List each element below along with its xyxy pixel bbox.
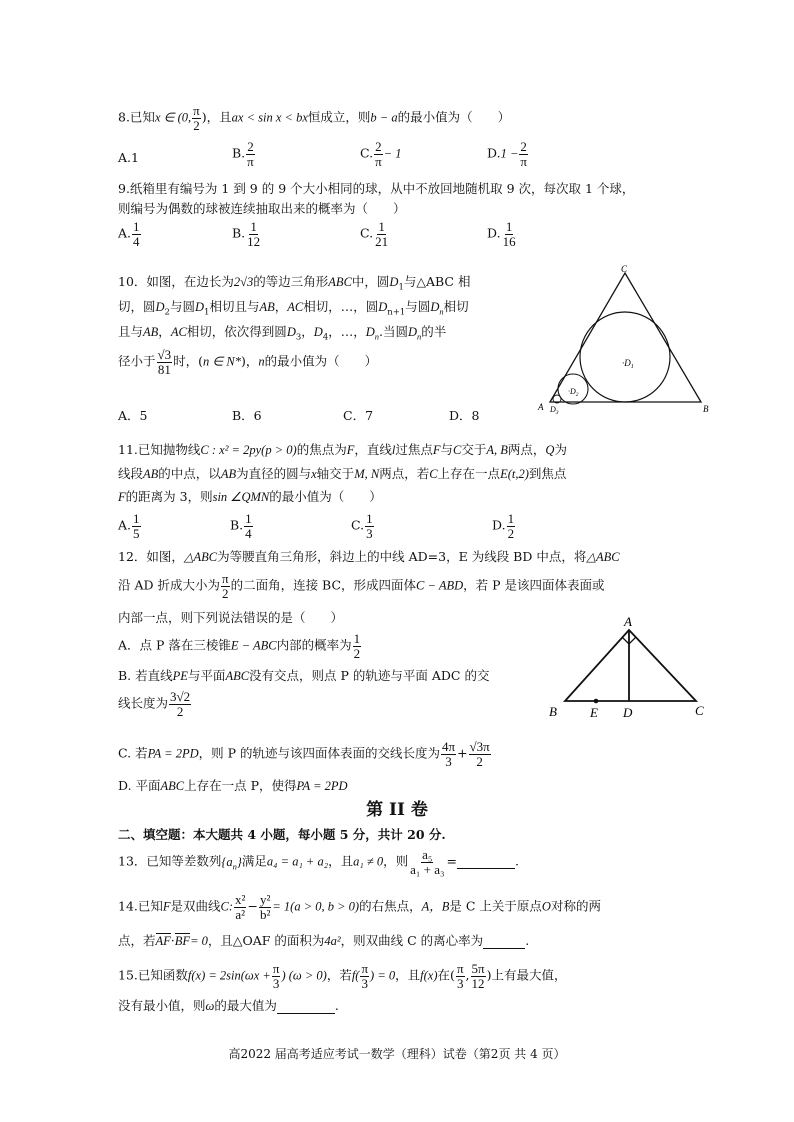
q14-line1: 14.已知F是双曲线C: $\frac{\text{x²}}{\text{a²}}$ − $\frac{\text{y²}}{\text{b²}}$ = 1(a > 0, b > 0)的右焦点，A，B是 C 上关于原点O对称的两 xyxy=(118,892,601,922)
label-d2: $\cdot D_2$ xyxy=(568,387,579,398)
section-fill-in-blank: 二、填空题：本大题共 4 小题，每小题 5 分，共计 20 分. xyxy=(118,827,446,842)
label-c: C xyxy=(621,264,628,274)
label-d: D xyxy=(623,705,633,720)
q8-option-d: D.1 − $\frac{2}{\pi}$ xyxy=(487,139,527,169)
label-b: B xyxy=(703,404,709,414)
q10-option-b: B．6 xyxy=(232,408,262,423)
answer-blank[interactable] xyxy=(483,935,525,949)
label-d3: $D_3$ xyxy=(550,405,559,416)
q9-line1: 9.纸箱里有编号为 1 到 9 的 9 个大小相同的球，从中不放回地随机取 9 次，每次取 1 个球， xyxy=(118,181,635,196)
q12-option-c: C. 若PA = 2PD，则 P 的轨迹与该四面体表面的交线长度为 $\frac{4\pi}{3}$ + $\frac{√3\pi}{2}$ xyxy=(118,739,490,769)
q11-option-d: D. $\frac{1}{2}$ xyxy=(492,511,515,541)
q10-option-d: D．8 xyxy=(449,408,480,423)
q8-option-b: B. $\frac{2}{\pi}$ xyxy=(232,139,254,169)
q12-line1: 12．如图，△ABC为等腰直角三角形，斜边上的中线 AD=3，E 为线段 BD 中点，将△ABC xyxy=(118,549,620,564)
point-e xyxy=(594,699,599,704)
q10-line1: 10．如图，在边长为2√3的等边三角形ABC中，圆$D_1$与△ABC 相 xyxy=(118,274,471,293)
page-footer: 高2022 届高考适应考试一数学（理科）试卷（第2页 共 4 页） xyxy=(228,1047,566,1061)
q10-option-a: A．5 xyxy=(118,408,148,423)
q9-option-a: A. $\frac{1}{4}$ xyxy=(118,219,140,249)
q14-line2: 点，若AF·BF= 0，且△OAF 的面积为4a²，则双曲线 C 的离心率为 . xyxy=(118,933,530,948)
q15-line1: 15.已知函数f(x) = 2sin(ωx + $\frac{\pi}{3}$ ) (ω > 0)，若f( $\frac{\pi}{3}$ ) = 0，且f(x)在( $\frac{\pi}{3}$ , $\frac{5\pi}{12}$ )上有最大值， xyxy=(118,961,567,991)
q12-option-a: A．点 P 落在三棱锥E − ABC内部的概率为 $\frac{1}{2}$ xyxy=(118,631,361,661)
answer-blank[interactable] xyxy=(457,856,515,870)
q12-triangle-figure xyxy=(545,612,715,722)
q11-line1: 11.已知抛物线C : x² = 2py(p > 0)的焦点为F，直线l过焦点F与C交于A, B两点，Q为 xyxy=(118,442,567,457)
q11-option-a: A. $\frac{1}{5}$ xyxy=(118,511,140,541)
q12-option-d: D. 平面ABC上存在一点 P，使得PA = 2PD xyxy=(118,778,348,793)
label-e: E xyxy=(590,705,598,720)
label-a: A xyxy=(624,614,632,629)
triangle-abc xyxy=(565,630,696,701)
q11-option-b: B. $\frac{1}{4}$ xyxy=(230,511,252,541)
q9-option-d: D. $\frac{1}{16}$ xyxy=(487,219,516,249)
label-b: B xyxy=(549,704,557,719)
label-d1: $\cdot D_1$ xyxy=(622,358,634,370)
q15-line2: 没有最小值，则ω的最大值为 . xyxy=(118,998,339,1013)
fraction: $\frac{\pi}{2}$ xyxy=(193,103,200,133)
q9-option-c: C. $\frac{1}{21}$ xyxy=(360,219,389,249)
answer-blank[interactable] xyxy=(277,1000,335,1014)
q9-line2: 则编号为偶数的球被连续抽取出来的概率为（ ） xyxy=(118,201,406,216)
q10-option-c: C．7 xyxy=(343,408,374,423)
q10-line3: 且与AB，AC相切，依次得到圆$D_3$，$D_4$，…，$D_n$.当圆$D_n$的半 xyxy=(118,324,447,343)
q8-option-a: A.1 xyxy=(118,150,139,165)
label-c: C xyxy=(695,703,704,718)
q10-line4: 径小于 $\frac{√3}{81}$ 时，(n ∈ N*)，n的最小值为（ ） xyxy=(118,347,378,377)
q8-option-c: C. $\frac{2}{\pi}$ − 1 xyxy=(360,139,402,169)
q12-option-b: B. 若直线PE与平面ABC没有交点，则点 P 的轨迹与平面 ADC 的交 xyxy=(118,668,490,683)
q13: 13．已知等差数列$\{a_n\}$满足a₄ = a₁ + a₂，且a₁ ≠ 0，则 $\frac{\text{a₅}}{\text{a₁ + a₃}}$ = . xyxy=(118,847,519,877)
equilateral-triangle xyxy=(550,273,701,402)
q12-option-b-cont: 线长度为 $\frac{3√2}{2}$ xyxy=(118,689,191,719)
q11-line3: F的距离为 3，则sin ∠QMN的最小值为（ ） xyxy=(118,489,382,504)
q11-line2: 线段AB的中点，以AB为直径的圆与x轴交于M, N两点，若C上存在一点E(t,2)到焦点 xyxy=(118,466,567,481)
q12-line2: 沿 AD 折成大小为 $\frac{\pi}{2}$ 的二面角，连接 BC，形成四面体C − ABD，若 P 是该四面体表面或 xyxy=(118,571,605,601)
q9-option-b: B. $\frac{1}{12}$ xyxy=(232,219,261,249)
q11-option-c: C. $\frac{1}{3}$ xyxy=(351,511,373,541)
q8-stem: 8.已知x ∈ (0, $\frac{\pi}{2}$ )，且ax < sin x < bx恒成立，则b − a的最小值为（ ） xyxy=(118,103,511,133)
label-a: A xyxy=(538,402,544,412)
q10-line2: 切，圆$D_2$与圆$D_1$相切且与AB，AC相切，…，圆$D_{n+1}$与圆$D_n$相切 xyxy=(118,299,469,318)
q10-triangle-figure xyxy=(530,262,720,420)
q12-line3: 内部一点，则下列说法错误的是（ ） xyxy=(118,610,344,625)
circle-d1 xyxy=(580,312,670,402)
part-two-heading: 第 II 卷 xyxy=(366,800,428,820)
